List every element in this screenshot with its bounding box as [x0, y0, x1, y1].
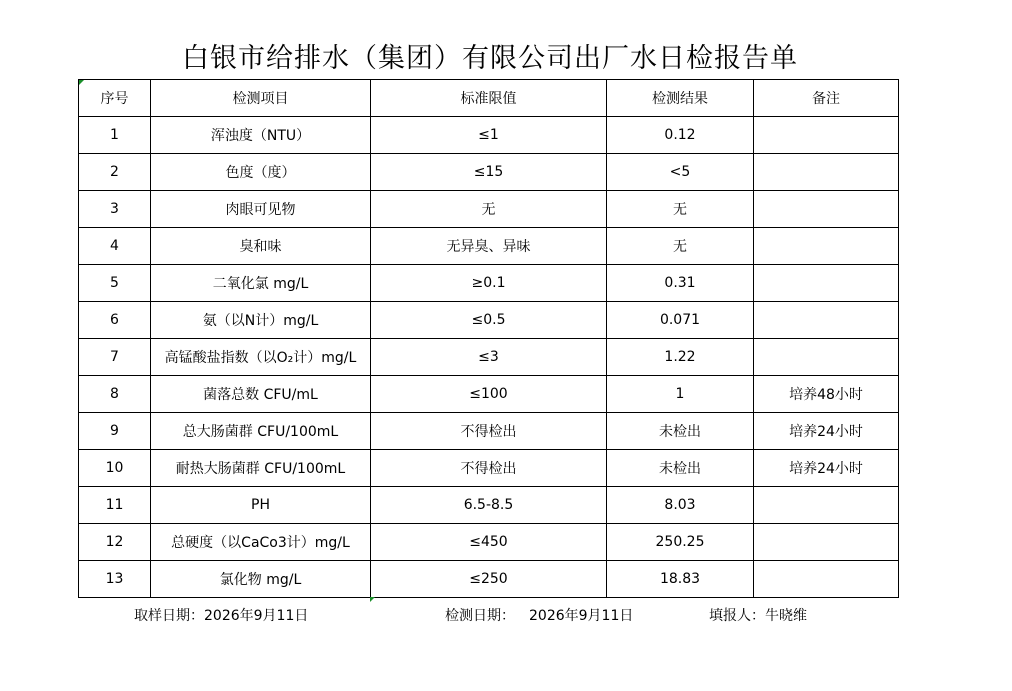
- table-row: [79, 191, 899, 228]
- row-result: 0.31: [607, 265, 754, 302]
- sampling-date-label: 取样日期：: [134, 608, 204, 624]
- row-item: 总大肠菌群 CFU/100mL: [151, 413, 371, 450]
- row-item: 浑浊度（NTU）: [151, 117, 371, 154]
- report-table: [78, 79, 899, 598]
- row-note: [754, 561, 899, 598]
- row-item: 氯化物 mg/L: [151, 561, 371, 598]
- row-seq: 11: [79, 487, 151, 524]
- row-item: PH: [151, 487, 371, 524]
- row-standard: ≤450: [371, 524, 607, 561]
- table-row: [79, 302, 899, 339]
- report-title: 白银市给排水（集团）有限公司出厂水日检报告单: [182, 43, 798, 74]
- table-header-row: [79, 80, 899, 117]
- row-note: [754, 302, 899, 339]
- row-item: 高锰酸盐指数（以O₂计）mg/L: [151, 339, 371, 376]
- row-item: 耐热大肠菌群 CFU/100mL: [151, 450, 371, 487]
- row-standard: ≤3: [371, 339, 607, 376]
- row-item: 色度（度）: [151, 154, 371, 191]
- testing-date-value: 2026年9月11日: [529, 608, 634, 624]
- table-row: [79, 413, 899, 450]
- row-standard: 不得检出: [371, 413, 607, 450]
- row-standard: ≤250: [371, 561, 607, 598]
- table-row: [79, 117, 899, 154]
- row-note: [754, 117, 899, 154]
- row-result: 8.03: [607, 487, 754, 524]
- row-standard: ≤100: [371, 376, 607, 413]
- table-row: [79, 228, 899, 265]
- sampling-date-value: 2026年9月11日: [204, 608, 309, 624]
- row-result: 未检出: [607, 413, 754, 450]
- testing-date-field: [445, 605, 633, 625]
- header-item: 检测项目: [151, 80, 371, 117]
- row-result: 未检出: [607, 450, 754, 487]
- row-standard: ≤15: [371, 154, 607, 191]
- row-standard: ≥0.1: [371, 265, 607, 302]
- row-seq: 3: [79, 191, 151, 228]
- row-seq: 4: [79, 228, 151, 265]
- row-result: <5: [607, 154, 754, 191]
- row-item: 臭和味: [151, 228, 371, 265]
- row-seq: 7: [79, 339, 151, 376]
- row-note: [754, 265, 899, 302]
- row-note: [754, 191, 899, 228]
- table-row: [79, 339, 899, 376]
- row-standard: 6.5-8.5: [371, 487, 607, 524]
- reporter-field: [709, 605, 807, 625]
- row-standard: 不得检出: [371, 450, 607, 487]
- row-result: 无: [607, 191, 754, 228]
- row-note: [754, 487, 899, 524]
- row-note: [754, 339, 899, 376]
- row-seq: 1: [79, 117, 151, 154]
- table-row: [79, 154, 899, 191]
- row-note: [754, 524, 899, 561]
- row-result: 1.22: [607, 339, 754, 376]
- row-result: 0.071: [607, 302, 754, 339]
- row-seq: 10: [79, 450, 151, 487]
- row-seq: 8: [79, 376, 151, 413]
- row-note: 培养48小时: [754, 376, 899, 413]
- cell-comment-marker: [79, 80, 84, 85]
- row-item: 肉眼可见物: [151, 191, 371, 228]
- row-result: 0.12: [607, 117, 754, 154]
- row-item: 二氧化氯 mg/L: [151, 265, 371, 302]
- row-item: 总硬度（以CaCo3计）mg/L: [151, 524, 371, 561]
- header-standard: 标准限值: [371, 80, 607, 117]
- table-row: [79, 561, 899, 598]
- row-note: [754, 154, 899, 191]
- row-result: 无: [607, 228, 754, 265]
- row-note: 培养24小时: [754, 450, 899, 487]
- table-row: [79, 450, 899, 487]
- testing-date-label: 检测日期：: [445, 608, 515, 624]
- row-standard: ≤1: [371, 117, 607, 154]
- row-seq: 5: [79, 265, 151, 302]
- table-row: [79, 265, 899, 302]
- cell-comment-marker: [370, 597, 375, 602]
- row-result: 18.83: [607, 561, 754, 598]
- row-standard: ≤0.5: [371, 302, 607, 339]
- row-result: 1: [607, 376, 754, 413]
- table-row: [79, 487, 899, 524]
- header-note: 备注: [754, 80, 899, 117]
- sampling-date-field: [134, 605, 308, 625]
- header-result: 检测结果: [607, 80, 754, 117]
- row-seq: 12: [79, 524, 151, 561]
- row-item: 菌落总数 CFU/mL: [151, 376, 371, 413]
- row-seq: 9: [79, 413, 151, 450]
- row-seq: 2: [79, 154, 151, 191]
- table-row: [79, 376, 899, 413]
- row-standard: 无异臭、异味: [371, 228, 607, 265]
- row-seq: 6: [79, 302, 151, 339]
- row-note: 培养24小时: [754, 413, 899, 450]
- reporter-name: 牛晓维: [765, 608, 807, 624]
- row-item: 氨（以N计）mg/L: [151, 302, 371, 339]
- header-seq: 序号: [79, 80, 151, 117]
- reporter-label: 填报人：: [709, 608, 765, 624]
- row-result: 250.25: [607, 524, 754, 561]
- row-seq: 13: [79, 561, 151, 598]
- row-standard: 无: [371, 191, 607, 228]
- table-row: [79, 524, 899, 561]
- row-note: [754, 228, 899, 265]
